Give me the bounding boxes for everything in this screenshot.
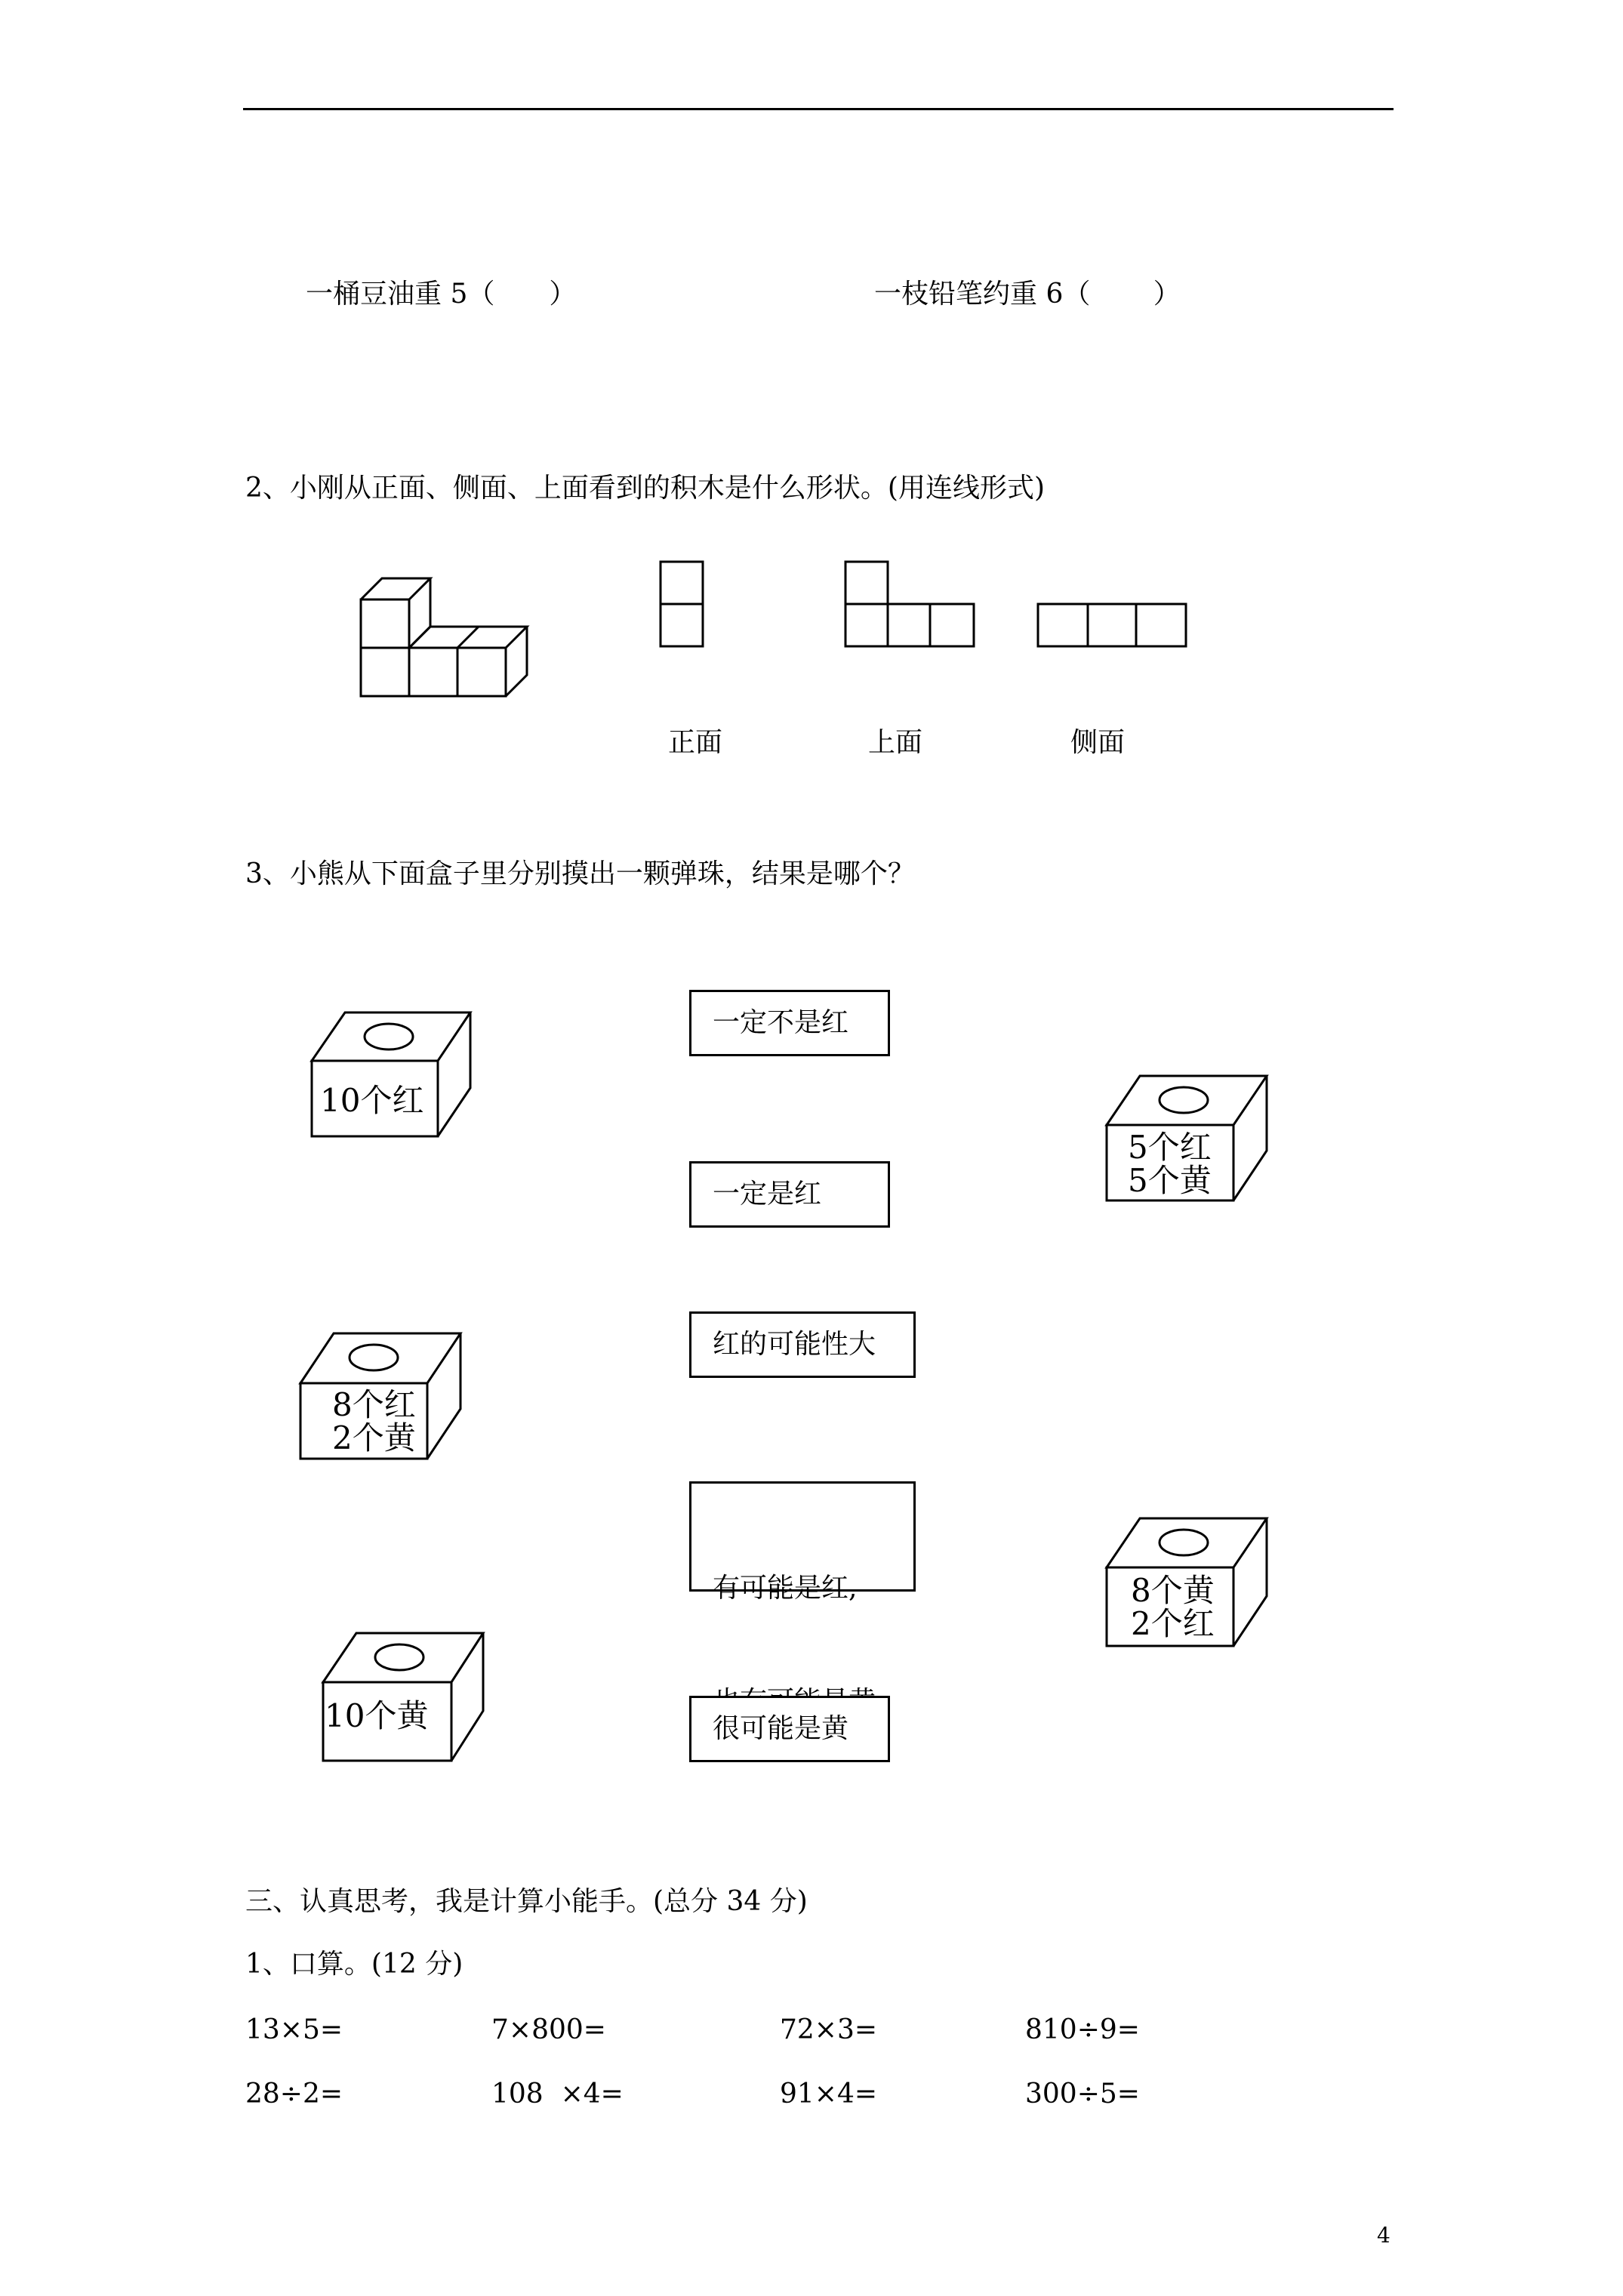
marble-box-label: 8个红 [332,1386,416,1423]
marble-box-label: 5个黄 [1128,1162,1212,1199]
front-view-shape [659,560,706,649]
answer-text: 一定是红 [713,1179,822,1210]
calc-item: 72×3= [780,2014,878,2045]
answer-text: 很可能是黄 [713,1713,849,1744]
marble-box-label: 10个黄 [325,1697,429,1734]
answer-box[interactable] [689,1311,916,1378]
top-view-shape [844,560,978,649]
page-number: 4 [1377,2223,1390,2248]
calc-item: 28÷2= [245,2079,343,2110]
label-top: 上面 [868,727,923,758]
answer-box[interactable] [689,990,890,1056]
calc-item: 108 ×4= [491,2079,624,2110]
unit-item-pencil: 一枝铅笔约重 6（ ） [874,279,1181,310]
label-side: 侧面 [1070,727,1126,758]
header-rule [243,108,1394,110]
answer-text: 有可能是红, [713,1573,858,1604]
answer-text: 红的可能性大 [713,1329,876,1360]
marble-box-label: 2个红 [1131,1605,1215,1642]
answer-box[interactable] [689,1481,916,1604]
marble-box [306,1008,479,1144]
block-stack-figure [355,566,536,702]
calc-item: 7×800= [491,2014,606,2045]
marble-box-label: 2个黄 [332,1419,416,1456]
calc-item: 300÷5= [1025,2079,1140,2110]
marble-box-label: 8个黄 [1131,1572,1215,1609]
question-2-title: 2、小刚从正面、侧面、上面看到的积木是什么形状。(用连线形式) [245,473,1045,504]
side-view-shape [1036,603,1189,649]
unit-item-oil: 一桶豆油重 5（ ） [306,279,577,310]
calc-item: 91×4= [780,2079,878,2110]
question-3-title: 3、小熊从下面盒子里分别摸出一颗弹珠，结果是哪个？ [245,858,915,889]
calc-item: 810÷9= [1025,2014,1140,2045]
answer-box[interactable] [689,1696,890,1762]
answer-text: 一定不是红 [713,1007,849,1038]
label-front: 正面 [668,727,723,758]
calc-item: 13×5= [245,2014,343,2045]
marble-box-label: 10个红 [320,1082,424,1119]
marble-box-label: 5个红 [1128,1129,1212,1166]
answer-box[interactable] [689,1161,890,1228]
section-3-title: 三、认真思考，我是计算小能手。(总分 34 分) [245,1886,808,1917]
subquestion-1-title: 1、口算。(12 分) [245,1949,463,1980]
